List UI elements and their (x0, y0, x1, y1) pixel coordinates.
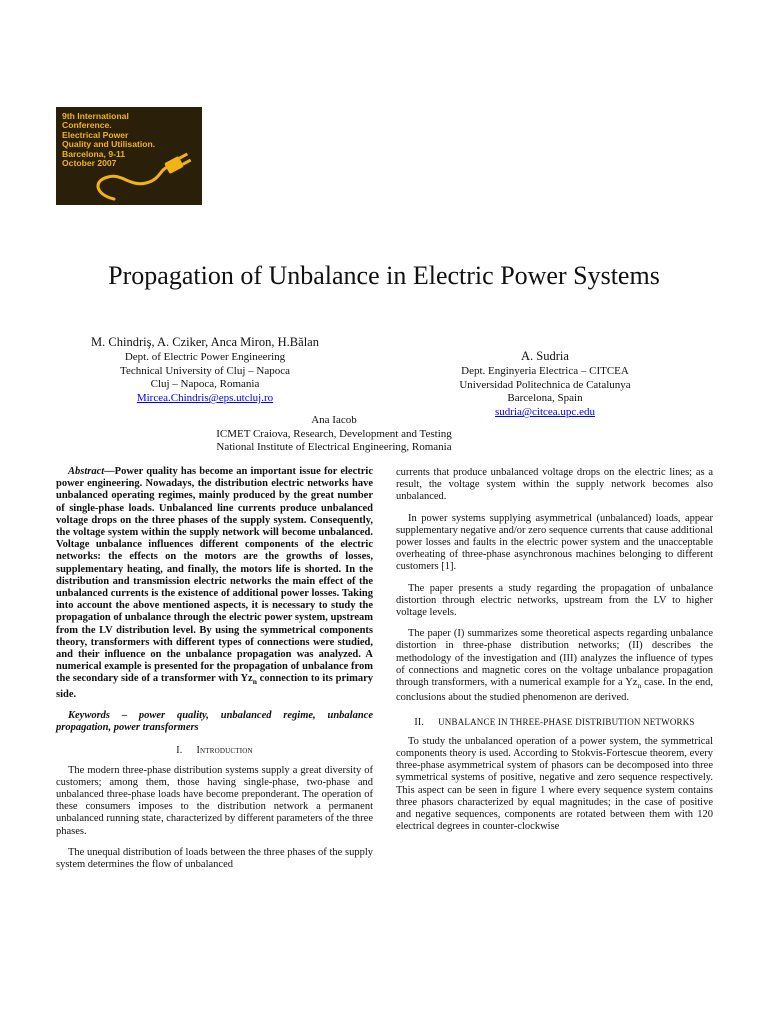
paragraph: The modern three-phase distribution systems supply a great diversity of customers; among them, those having single-phase, two-phase and unbalanced three-phase loads have become preponderant. The operation of these consumers imposes to the distribution network a permanent unbalanced running state, characterized by different parameters of the three phases. (56, 764, 373, 837)
left-column (56, 466, 373, 880)
logo-line: Barcelona, 9-11 (62, 148, 126, 159)
author-names: M. Chindriş, A. Cziker, Anca Miron, H.Bălan (91, 335, 319, 349)
logo-line: Quality and Utilisation. (62, 139, 156, 150)
author-city: Barcelona, Spain (507, 392, 583, 405)
conference-logo (56, 107, 202, 205)
section-number: I. (176, 745, 183, 757)
author-university: Universidad Politechnica de Catalunya (459, 378, 631, 391)
paragraph-text: The paper (I) summarizes some theoretical aspects regarding unbalance distortion in three-phase distribution networks; (II) describes the methodology of the investigation and (III) analyzes the influence of types of connections and magnetic cores on the voltage unbalance propagation through transformers, with a numerical example for a Yz (396, 628, 713, 689)
paragraph: currents that produce unbalanced voltage drops on the electric lines; as a result, the voltage system within the supply network becomes also unbalanced. (396, 467, 713, 503)
paragraph-subscript: n (637, 681, 642, 691)
keywords-label: Keywords (68, 709, 110, 721)
abstract (56, 466, 373, 701)
paragraph: To study the unbalanced operation of a power system, the symmetrical components theory is used. According to Stokvis-Fortescue theorem, every three-phase asymmetrical system of phasors can be decomposed into three symmetrical systems of positive, negative and zero sequence respectively. This aspect can be seen in figure 1 where every sequence system contains three phasors characterized by equal magnitudes; in the case of positive and negative sequences, components are rotated between them with 120 electrical degrees in counter-clockwise (396, 735, 713, 833)
author-affiliation-2: National Institute of Electrical Engineering, Romania (216, 441, 452, 454)
keywords-text: – power quality, unbalanced regime, unbalance propagation, power transformers (56, 709, 373, 734)
right-column (396, 467, 713, 842)
author-dept: Dept. of Electric Power Engineering (124, 351, 286, 363)
paragraph-text-end: case. In the end, conclusions about the studied phenomenon are derived. (396, 677, 713, 704)
section-heading-introduction (56, 745, 373, 757)
abstract-text: —Power quality has become an important issue for electric power engineering. Nowadays, the distribution electric networks have unbalanced operating regimes, mainly produced by the great number of single-phase loads. Unbalanced line currents produce unbalanced voltage drops on the three phases of the supply system. Consequently, the voltage system within the supply network will become unbalanced. Voltage unbalance influences different components of the electric networks: the effects on the motors are the growths of losses, supplementary heating, and finally, the motors life is shorted. In the distribution and transmission electric networks the main effect of the unbalanced currents is the existence of additional power losses. Taking into account the above mentioned aspects, it is necessary to study the propagation of unbalance through the electric power system, upstream from the LV distribution level. By using the symmetrical components theory, transformers with different types of connections were studied, and their influence on the unbalance propagation was analyzed. A numerical example is presented for the propagation of unbalance from the secondary side of a transformer with Yz (56, 466, 373, 685)
paper-title: Propagation of Unbalance in Electric Power Systems (108, 261, 660, 290)
abstract-subscript: n (252, 677, 257, 687)
logo-line: 9th International (62, 111, 129, 121)
logo-line: Conference. (62, 120, 112, 131)
author-city: Cluj – Napoca, Romania (150, 378, 260, 391)
author-dept: Dept. Enginyeria Electrica – CITCEA (461, 365, 629, 377)
author-names: Ana Iacob (311, 414, 357, 426)
paragraph: The paper presents a study regarding the propagation of unbalance distortion through electric networks, upstream from the LV to higher voltage levels. (396, 582, 713, 619)
author-block-left (60, 334, 350, 406)
paragraph: In power systems supplying asymmetrical (unbalanced) loads, appear supplementary negative and/or zero sequence currents that cause additional power losses and faults in the electric power system and the unacceptable overheating of three-phase asynchronous machines belonging to different customers [1]. (396, 512, 713, 573)
section-heading-unbalance (396, 716, 713, 729)
author-email-link[interactable]: Mircea.Chindris@eps.utcluj.ro (136, 392, 274, 405)
logo-line: Electrical Power (62, 129, 129, 140)
paragraph (396, 628, 713, 704)
author-block-right (400, 348, 690, 420)
author-email-link[interactable]: sudria@citcea.upc.edu (495, 406, 595, 419)
abstract-label: Abstract (68, 466, 105, 477)
abstract-text-end: connection to its primary side. (56, 673, 373, 700)
author-block-middle (160, 414, 508, 455)
section-title: UNBALANCE IN THREE-PHASE DISTRIBUTION NETWORKS (438, 716, 695, 727)
section-number: II. (414, 716, 425, 728)
author-affiliation-1: ICMET Craiova, Research, Development and Testing (216, 427, 452, 440)
author-university: Technical University of Cluj – Napoca (120, 364, 290, 377)
paragraph: The unequal distribution of loads between the three phases of the supply system determines the flow of unbalanced (56, 846, 373, 870)
author-names: A. Sudria (521, 349, 569, 363)
plug-icon (56, 107, 202, 205)
section-title: Introduction (196, 745, 253, 757)
logo-line: October 2007 (62, 158, 117, 169)
keywords (56, 710, 373, 734)
